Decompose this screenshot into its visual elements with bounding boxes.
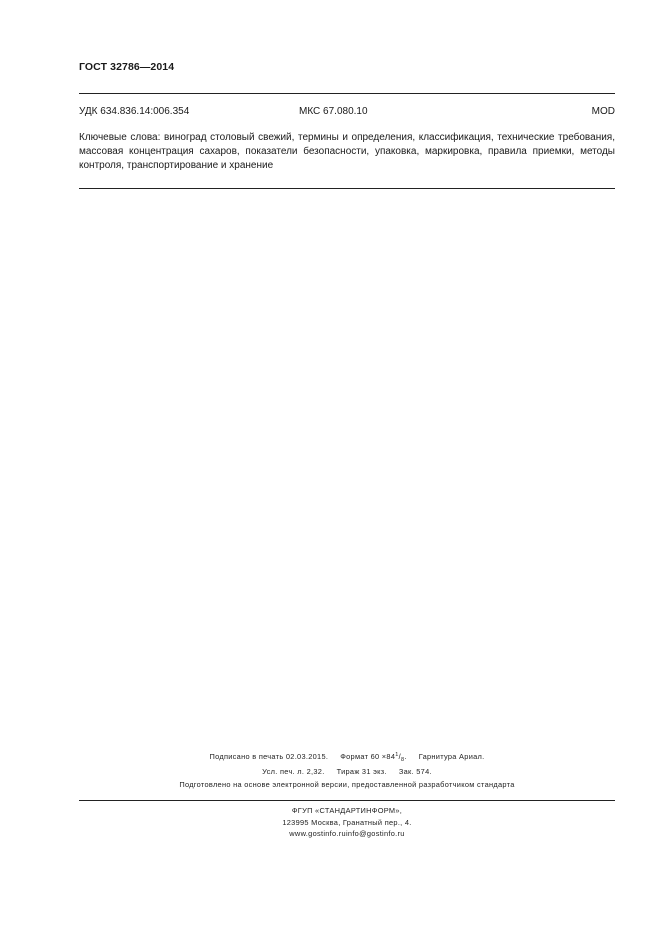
mod-label: MOD bbox=[591, 106, 615, 117]
top-divider bbox=[79, 93, 615, 94]
order-number: Зак. 574. bbox=[398, 767, 432, 776]
publisher-website-link[interactable]: www.gostinfo.ru bbox=[289, 829, 346, 838]
publisher-email-link[interactable]: info@gostinfo.ru bbox=[345, 829, 405, 838]
publisher-contacts bbox=[79, 829, 615, 838]
signed-date: Подписано в печать 02.03.2015. bbox=[209, 752, 329, 761]
standard-designation: ГОСТ 32786—2014 bbox=[79, 61, 175, 73]
imprint-line-1 bbox=[79, 752, 615, 763]
publisher-divider bbox=[79, 800, 615, 801]
publisher-name: ФГУП «СТАНДАРТИНФОРМ», bbox=[291, 806, 403, 815]
print-run: Тираж 31 экз. bbox=[336, 767, 387, 776]
keywords-divider bbox=[79, 188, 615, 189]
imprint-line-2 bbox=[79, 767, 615, 776]
udk-code: УДК 634.836.14:006.354 bbox=[79, 106, 190, 117]
prepared-note: Подготовлено на основе электронной версии, предоставленной разработчиком стандарта bbox=[179, 780, 515, 789]
paper-format: Формат $60 \times 84^1/_8$. bbox=[340, 752, 407, 763]
keywords-paragraph: Ключевые слова: виноград столовый свежий, термины и определения, классификация, технические требования, массовая концентрация сахаров, показатели безопасности, упаковка, маркировка, правила приемки, методы контроля, транспортирование и хранение bbox=[79, 132, 615, 171]
publisher-address: 123995 Москва, Гранатный пер., 4. bbox=[282, 818, 412, 827]
typeface: Гарнитура Ариал. bbox=[418, 752, 485, 761]
printed-sheets: Усл. печ. л. 2,32. bbox=[262, 767, 325, 776]
mks-code: МКС 67.080.10 bbox=[299, 106, 368, 117]
